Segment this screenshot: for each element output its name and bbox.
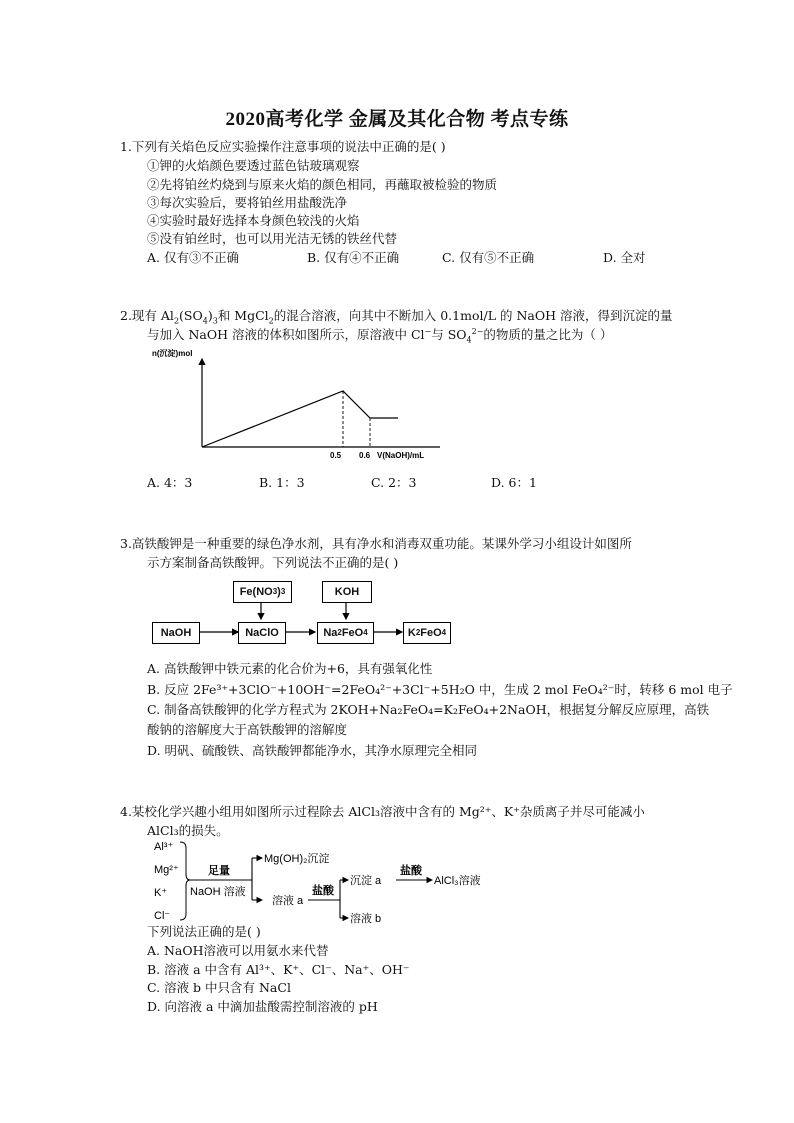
graph-tick-0.6: 0.6	[359, 451, 371, 460]
reagent-top: 足量	[208, 865, 230, 877]
q4-option-c: C. 溶液 b 中只含有 NaCl	[147, 980, 291, 995]
q4-option-a: A. NaOH溶液可以用氨水来代替	[147, 943, 329, 958]
q3-option-a: A. 高铁酸钾中铁元素的化合价为+6，具有强氧化性	[147, 661, 433, 676]
graph-xlabel: V(NaOH)/mL	[377, 451, 425, 460]
graph-ylabel: n(沉淀)mol	[152, 349, 193, 358]
q2-option-d: D. 6：1	[491, 475, 537, 490]
q1-option-a: A. 仅有③不正确	[147, 250, 239, 265]
product-mgoh2: Mg(OH)₂沉淀	[264, 853, 330, 865]
page-title: 2020高考化学 金属及其化合物 考点专练	[225, 109, 569, 130]
flow-box-naoh: NaOH	[152, 622, 200, 644]
q3-option-d: D. 明矾、硫酸铁、高铁酸钾都能净水，其净水原理完全相同	[147, 743, 478, 758]
ion-k: K⁺	[154, 887, 168, 899]
hcl-label-2: 盐酸	[400, 865, 422, 877]
q2-stem-line2: 与加入 NaOH 溶液的体积如图所示，原溶液中 Cl−与 $SO_4^{2-}$的物质的量之比为（ ）	[147, 326, 613, 345]
graph-tick-0.5: 0.5	[330, 451, 342, 460]
q3-option-c-line1: C. 制备高铁酸钾的化学方程式为 2KOH+Na₂FeO₄=K₂FeO₄+2NaOH，根据复分解反应原理，高铁	[147, 702, 710, 717]
q1-option-d: D. 全对	[603, 250, 646, 265]
final-alcl3: AlCl₃溶液	[434, 875, 481, 887]
flow-box-naclo: NaClO	[238, 622, 286, 644]
hcl-label-1: 盐酸	[312, 885, 334, 897]
q4-option-d: D. 向溶液 a 中滴加盐酸需控制溶液的 pH	[147, 999, 378, 1014]
q4-lead: 下列说法正确的是( )	[147, 924, 261, 939]
q2-option-b: B. 1：3	[259, 475, 305, 490]
product-solution-a: 溶液 a	[272, 895, 304, 907]
precipitate-curve	[202, 391, 398, 447]
flow-box-koh: KOH	[322, 581, 372, 603]
q1-option-c: C. 仅有⑤不正确	[442, 250, 535, 265]
q1-item-5: ⑤没有铂丝时，也可以用光洁无锈的铁丝代替	[147, 231, 398, 246]
q4-stem-line1: 4.某校化学兴趣小组用如图所示过程除去 AlCl₃溶液中含有的 Mg²⁺、K⁺杂质离子并尽可能减小	[120, 804, 645, 819]
q1-item-2: ②先将铂丝灼烧到与原来火焰的颜色相同，再蘸取被检验的物质	[147, 177, 498, 192]
q3-stem-line2: 示方案制备高铁酸钾。下列说法不正确的是( )	[147, 555, 399, 570]
ion-al: Al³⁺	[154, 841, 174, 853]
flow-box-k2feo4: K 2 FeO 4	[403, 622, 451, 644]
q2-precipitate-graph	[150, 345, 450, 465]
q1-stem: 1.下列有关焰色反应实验操作注意事项的说法中正确的是( )	[120, 139, 446, 154]
flow-box-fe-no3: Fe(NO 3 ) 3	[233, 581, 292, 603]
precipitate-a: 沉淀 a	[350, 875, 382, 887]
solution-b: 溶液 b	[350, 913, 382, 925]
reagent-bottom: NaOH 溶液	[190, 886, 246, 898]
q3-option-b: B. 反应 2Fe³⁺+3ClO⁻+10OH⁻=2FeO₄²⁻+3Cl⁻+5H₂O 中，生成 2 mol FeO₄²⁻时，转移 6 mol 电子	[147, 682, 733, 697]
q4-option-b: B. 溶液 a 中含有 Al³⁺、K⁺、Cl⁻、Na⁺、OH⁻	[147, 962, 410, 977]
q2-option-c: C. 2：3	[371, 475, 417, 490]
q4-stem-line2: AlCl₃的损失。	[147, 823, 229, 838]
q3-stem-line1: 3.高铁酸钾是一种重要的绿色净水剂，具有净水和消毒双重功能。某课外学习小组设计如图所	[120, 536, 632, 551]
q2-stem-line1: 2.现有 $Al_2(SO_4)_3$和 MgCl$_2$的混合溶液，向其中不断加入 0.1mol/L 的 NaOH 溶液，得到沉淀的量	[120, 308, 673, 326]
q1-item-3: ③每次实验后，要将铂丝用盐酸洗净	[147, 195, 348, 210]
q4-process-diagram	[150, 838, 510, 926]
flow-box-na2feo4: Na 2 FeO 4	[317, 622, 374, 644]
q2-option-a: A. 4：3	[147, 475, 193, 490]
q3-option-c-line2: 酸钠的溶解度大于高铁酸钾的溶解度	[147, 722, 348, 737]
q1-item-1: ①钾的火焰颜色要透过蓝色钴玻璃观察	[147, 158, 360, 173]
q1-item-4: ④实验时最好选择本身颜色较浅的火焰	[147, 213, 360, 228]
q1-option-b: B. 仅有④不正确	[307, 250, 400, 265]
ion-mg: Mg²⁺	[154, 864, 179, 876]
ion-cl: Cl⁻	[154, 910, 171, 922]
